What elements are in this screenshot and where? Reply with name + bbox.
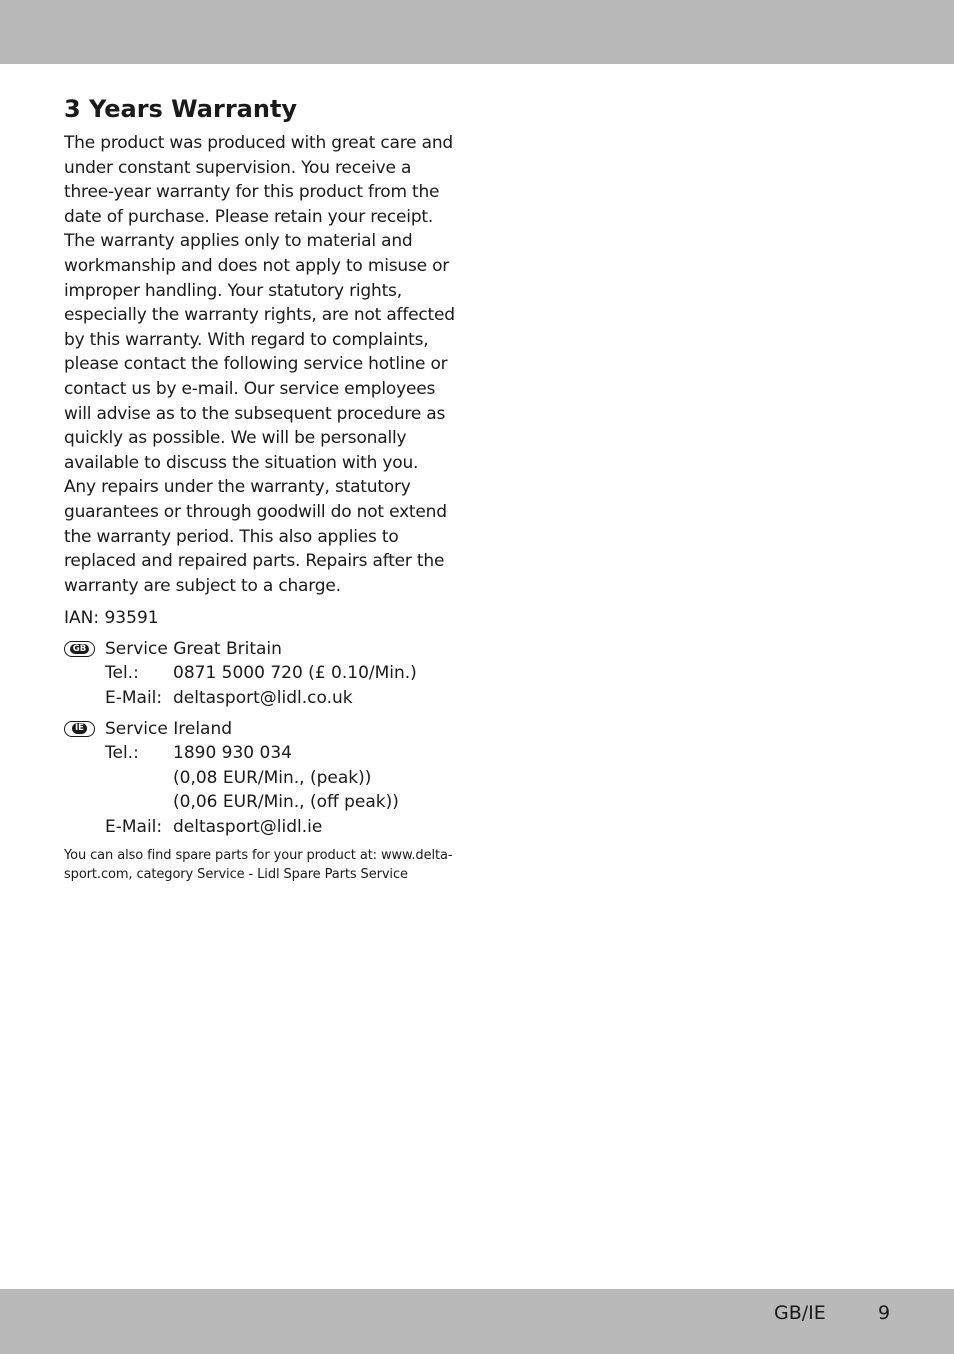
warranty-paragraph-1: The product was produced with great care and under constant supervision. You receive a three-year warranty for this product from the date of purchase. Please retain your receipt. (64, 133, 454, 227)
service-ie-tel-row (105, 741, 456, 766)
warranty-paragraph-2: The warranty applies only to material and workmanship and does not apply to misuse or improper handling. Your statutory rights, especially the warranty rights, are not affected by this warranty. With regard to complaints, please contact the following service hotline or contact us by e-mail. Our service employees will advise as to the subsequent procedure as quickly as possible. We will be personally available to discuss the situation with you. (64, 231, 455, 473)
warranty-paragraph-3: Any repairs under the warranty, statutory guarantees or through goodwill do not extend the warranty period. This also applies to replaced and repaired parts. Repairs after the warranty are subject to a charge. (64, 477, 447, 596)
service-gb-tel-row (105, 661, 456, 686)
service-ie-title: Service Ireland (105, 718, 233, 739)
service-gb-mail-row (105, 686, 456, 711)
service-ie-block (64, 717, 456, 840)
service-ie-rate-peak: (0,08 EUR/Min., (peak)) (173, 767, 372, 788)
service-ie-mail-row (105, 815, 456, 840)
page-title: 3 Years Warranty (64, 95, 298, 123)
service-ie-tel: 1890 930 034 (173, 743, 292, 764)
gb-badge-label: GB (70, 644, 89, 655)
page-number: 9 (878, 1302, 891, 1324)
warranty-section (64, 93, 456, 884)
service-ie-rate-offpeak-row (105, 790, 456, 815)
service-ie-rate-peak-row (105, 766, 456, 791)
service-gb-email: deltasport@lidl.co.uk (173, 688, 353, 709)
header-band (0, 0, 954, 64)
service-ie-rate-offpeak: (0,06 EUR/Min., (off peak)) (173, 792, 399, 813)
service-gb-tel: 0871 5000 720 (£ 0.10/Min.) (173, 663, 417, 684)
footer-language-code: GB/IE (774, 1302, 826, 1324)
ian-number: IAN: 93591 (64, 608, 159, 629)
email-label: E-Mail: (105, 688, 163, 709)
gb-country-badge-icon (64, 641, 95, 657)
ie-badge-label: IE (72, 723, 87, 734)
tel-label: Tel.: (105, 663, 139, 684)
service-ie-email: deltasport@lidl.ie (173, 817, 323, 838)
ie-country-badge-icon (64, 721, 95, 737)
service-gb-title: Service Great Britain (105, 638, 282, 659)
email-label: E-Mail: (105, 817, 163, 838)
spare-parts-note: You can also find spare parts for your product at: www.delta-sport.com, category Service - Lidl Spare Parts Service (64, 847, 453, 882)
service-gb-block (64, 637, 456, 711)
tel-label: Tel.: (105, 743, 139, 764)
